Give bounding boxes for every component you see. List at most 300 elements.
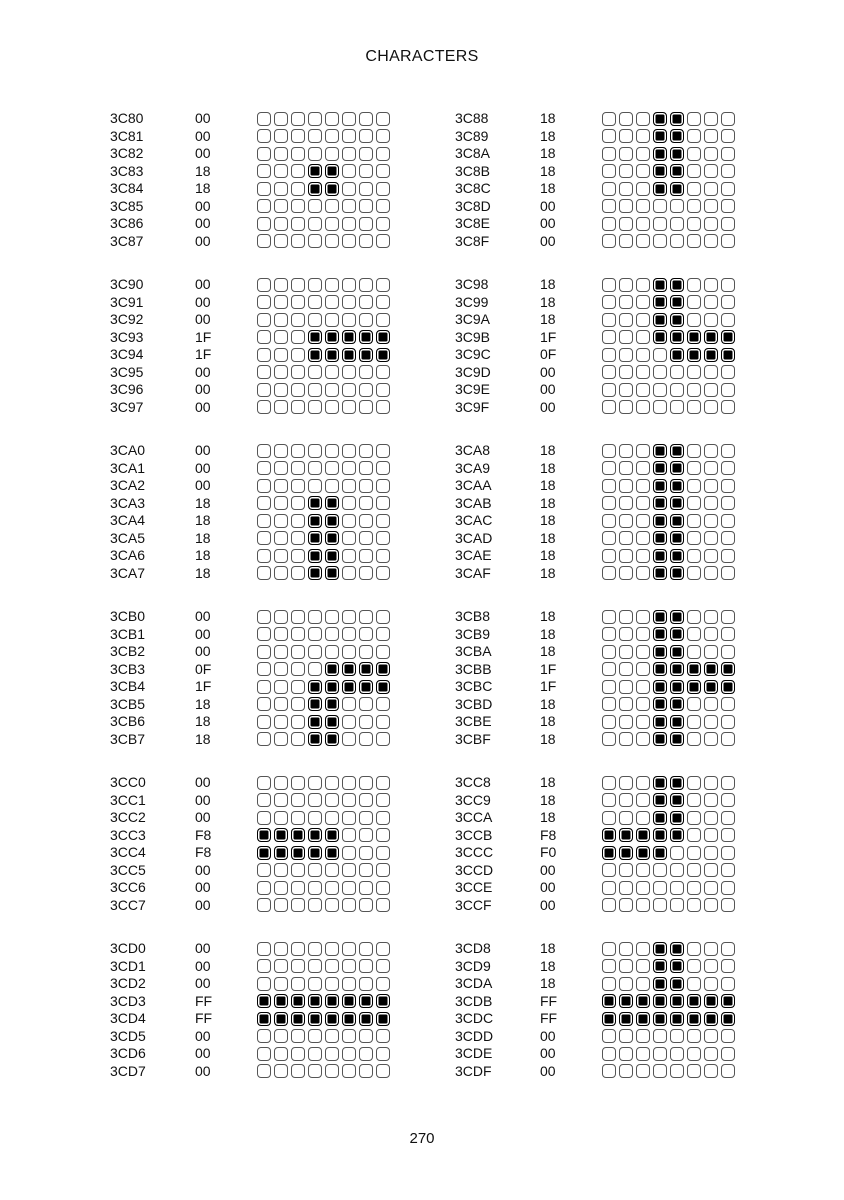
hex-value: 00: [195, 809, 211, 825]
hex-value: 00: [540, 197, 556, 214]
pixel-on: [636, 994, 650, 1008]
character-bitmap: [600, 442, 736, 582]
pixel-on: [308, 1012, 322, 1026]
hex-value: 00: [540, 215, 556, 231]
pixel-off: [636, 1029, 650, 1043]
pixel-off: [721, 147, 735, 161]
pixel-off: [704, 977, 718, 991]
address-label: 3C82: [110, 145, 144, 161]
pixel-off: [308, 645, 322, 659]
pixel-off: [704, 610, 718, 624]
pixel-off: [619, 549, 633, 563]
pixel-on: [653, 566, 667, 580]
pixel-off: [359, 182, 373, 196]
hex-value: 00: [540, 398, 556, 415]
pixel-on: [325, 496, 339, 510]
pixel-off: [636, 461, 650, 475]
pixel-off: [704, 881, 718, 895]
hex-value-column: [195, 774, 255, 914]
pixel-off: [602, 732, 616, 746]
pixel-off: [342, 1047, 356, 1061]
pixel-off: [619, 898, 633, 912]
pixel-off: [653, 348, 667, 362]
pixel-off: [619, 680, 633, 694]
pixel-off: [687, 217, 701, 231]
address-label: 3C90: [110, 276, 144, 292]
pixel-off: [704, 383, 718, 397]
pixel-off: [636, 898, 650, 912]
hex-value: 00: [195, 1062, 211, 1079]
pixel-off: [308, 383, 322, 397]
hex-value-column: [195, 940, 255, 1080]
pixel-off: [721, 129, 735, 143]
hex-value: 1F: [540, 328, 557, 345]
address-label: 3CC6: [110, 879, 146, 895]
pixel-off: [325, 881, 339, 895]
pixel-on: [653, 645, 667, 659]
hex-value: 18: [540, 162, 556, 179]
pixel-off: [687, 645, 701, 659]
pixel-off: [687, 549, 701, 563]
hex-value: 18: [540, 459, 556, 476]
character-bitmap: [255, 442, 391, 582]
pixel-off: [342, 697, 356, 711]
pixel-off: [342, 217, 356, 231]
address-label: 3CA5: [110, 529, 146, 546]
pixel-off: [274, 898, 288, 912]
pixel-on: [653, 994, 667, 1008]
pixel-off: [308, 461, 322, 475]
pixel-on: [704, 1012, 718, 1026]
address-column: [455, 608, 540, 748]
pixel-off: [721, 112, 735, 126]
pixel-off: [636, 514, 650, 528]
hex-value: 00: [195, 276, 211, 292]
pixel-off: [619, 863, 633, 877]
address-label: 3CCE: [455, 879, 493, 895]
pixel-off: [342, 278, 356, 292]
hex-value: FF: [540, 992, 558, 1009]
pixel-on: [325, 1012, 339, 1026]
pixel-off: [636, 278, 650, 292]
pixel-off: [274, 278, 288, 292]
pixel-on: [376, 330, 390, 344]
pixel-off: [359, 610, 373, 624]
address-label: 3CC8: [455, 774, 491, 790]
pixel-on: [670, 313, 684, 327]
hex-value: 18: [540, 127, 556, 144]
address-label: 3C9F: [455, 398, 490, 415]
pixel-off: [636, 313, 650, 327]
pixel-off: [670, 881, 684, 895]
pixel-on: [602, 846, 616, 860]
pixel-off: [342, 400, 356, 414]
pixel-off: [687, 234, 701, 248]
pixel-off: [257, 514, 271, 528]
pixel-off: [602, 400, 616, 414]
address-label: 3C84: [110, 180, 144, 196]
pixel-off: [602, 479, 616, 493]
pixel-off: [257, 680, 271, 694]
address-label: 3CB1: [110, 625, 146, 642]
pixel-on: [291, 1012, 305, 1026]
address-label: 3CDC: [455, 1010, 494, 1026]
pixel-off: [325, 942, 339, 956]
pixel-on: [291, 994, 305, 1008]
pixel-off: [325, 811, 339, 825]
pixel-on: [653, 977, 667, 991]
pixel-off: [376, 1064, 390, 1078]
pixel-off: [602, 164, 616, 178]
pixel-off: [636, 610, 650, 624]
pixel-off: [274, 959, 288, 973]
pixel-off: [257, 234, 271, 248]
hex-value: 00: [540, 1062, 556, 1079]
pixel-off: [359, 732, 373, 746]
pixel-off: [359, 365, 373, 379]
character-bitmap: [600, 608, 736, 748]
pixel-off: [687, 278, 701, 292]
pixel-off: [376, 627, 390, 641]
pixel-on: [687, 348, 701, 362]
character-block: [455, 110, 800, 276]
pixel-off: [687, 514, 701, 528]
pixel-off: [257, 295, 271, 309]
hex-value: FF: [195, 1010, 213, 1026]
pixel-off: [325, 793, 339, 807]
pixel-off: [308, 977, 322, 991]
pixel-off: [342, 732, 356, 746]
pixel-on: [704, 680, 718, 694]
pixel-off: [636, 531, 650, 545]
pixel-off: [291, 680, 305, 694]
pixel-on: [376, 994, 390, 1008]
pixel-on: [653, 627, 667, 641]
pixel-off: [636, 732, 650, 746]
pixel-off: [274, 776, 288, 790]
address-column: [110, 110, 195, 250]
pixel-on: [670, 959, 684, 973]
pixel-on: [670, 811, 684, 825]
pixel-off: [274, 942, 288, 956]
pixel-off: [291, 199, 305, 213]
pixel-on: [653, 793, 667, 807]
pixel-on: [653, 846, 667, 860]
pixel-off: [308, 1064, 322, 1078]
address-label: 3CDF: [455, 1062, 492, 1079]
pixel-on: [670, 662, 684, 676]
pixel-on: [670, 715, 684, 729]
pixel-off: [308, 959, 322, 973]
hex-value: 00: [195, 1045, 211, 1061]
pixel-off: [602, 793, 616, 807]
pixel-off: [257, 662, 271, 676]
hex-value: 0F: [540, 346, 557, 362]
pixel-off: [342, 164, 356, 178]
hex-value: 00: [195, 398, 211, 415]
pixel-off: [291, 234, 305, 248]
pixel-off: [359, 199, 373, 213]
pixel-off: [704, 147, 718, 161]
pixel-off: [274, 732, 288, 746]
hex-value-column: [540, 276, 600, 416]
pixel-off: [602, 645, 616, 659]
address-label: 3CD7: [110, 1062, 146, 1079]
address-label: 3CCF: [455, 896, 492, 913]
pixel-off: [636, 863, 650, 877]
pixel-off: [687, 295, 701, 309]
pixel-on: [325, 732, 339, 746]
pixel-off: [376, 234, 390, 248]
pixel-off: [376, 959, 390, 973]
pixel-off: [721, 496, 735, 510]
hex-value: 00: [195, 145, 211, 161]
pixel-off: [619, 1029, 633, 1043]
pixel-off: [325, 479, 339, 493]
pixel-on: [670, 942, 684, 956]
hex-value: 18: [540, 713, 556, 729]
pixel-on: [653, 610, 667, 624]
pixel-on: [670, 461, 684, 475]
pixel-off: [721, 234, 735, 248]
pixel-off: [619, 566, 633, 580]
pixel-off: [636, 959, 650, 973]
pixel-off: [619, 182, 633, 196]
pixel-off: [704, 514, 718, 528]
pixel-off: [721, 1047, 735, 1061]
character-bitmap: [255, 608, 391, 748]
pixel-on: [670, 549, 684, 563]
pixel-on: [619, 1012, 633, 1026]
pixel-off: [359, 697, 373, 711]
address-label: 3CC3: [110, 826, 146, 843]
address-label: 3CD6: [110, 1045, 146, 1061]
hex-value: 00: [195, 197, 211, 214]
hex-value-column: [195, 276, 255, 416]
pixel-off: [721, 479, 735, 493]
pixel-off: [376, 828, 390, 842]
page-number: 270: [409, 1130, 435, 1147]
pixel-off: [291, 479, 305, 493]
pixel-off: [291, 496, 305, 510]
address-label: 3C85: [110, 197, 144, 214]
pixel-off: [670, 400, 684, 414]
pixel-off: [274, 1047, 288, 1061]
pixel-on: [308, 514, 322, 528]
pixel-off: [342, 182, 356, 196]
address-label: 3C83: [110, 162, 144, 179]
pixel-off: [291, 182, 305, 196]
pixel-off: [376, 1029, 390, 1043]
hex-value: 1F: [195, 328, 212, 345]
hex-value: F8: [195, 826, 212, 843]
pixel-off: [636, 811, 650, 825]
pixel-on: [653, 164, 667, 178]
pixel-on: [359, 994, 373, 1008]
pixel-off: [704, 863, 718, 877]
pixel-off: [619, 514, 633, 528]
address-label: 3CB5: [110, 695, 146, 712]
pixel-off: [291, 645, 305, 659]
pixel-off: [257, 199, 271, 213]
pixel-on: [376, 662, 390, 676]
pixel-on: [308, 732, 322, 746]
pixel-off: [257, 627, 271, 641]
pixel-on: [376, 680, 390, 694]
pixel-off: [274, 295, 288, 309]
pixel-off: [274, 531, 288, 545]
pixel-off: [636, 295, 650, 309]
address-label: 3CAF: [455, 564, 491, 581]
pixel-off: [342, 898, 356, 912]
pixel-on: [687, 662, 701, 676]
pixel-off: [721, 898, 735, 912]
pixel-on: [721, 330, 735, 344]
pixel-on: [653, 112, 667, 126]
pixel-on: [653, 811, 667, 825]
pixel-off: [602, 697, 616, 711]
address-label: 3CD0: [110, 940, 146, 956]
pixel-off: [342, 479, 356, 493]
address-column: [110, 608, 195, 748]
hex-value: 18: [195, 713, 211, 729]
pixel-off: [619, 400, 633, 414]
pixel-off: [376, 898, 390, 912]
pixel-off: [359, 1064, 373, 1078]
hex-value: 00: [195, 625, 211, 642]
pixel-off: [636, 793, 650, 807]
pixel-off: [687, 147, 701, 161]
pixel-off: [636, 400, 650, 414]
pixel-off: [602, 217, 616, 231]
pixel-off: [291, 811, 305, 825]
address-label: 3CB6: [110, 713, 146, 729]
address-label: 3CD9: [455, 957, 491, 974]
hex-value: 00: [195, 363, 211, 380]
pixel-on: [653, 959, 667, 973]
pixel-off: [257, 1047, 271, 1061]
pixel-on: [636, 846, 650, 860]
pixel-off: [274, 383, 288, 397]
address-label: 3C96: [110, 381, 144, 397]
address-label: 3CC9: [455, 791, 491, 808]
pixel-off: [342, 715, 356, 729]
character-bitmap: [255, 276, 391, 416]
character-bitmap: [600, 774, 736, 914]
address-label: 3C95: [110, 363, 144, 380]
character-bitmap: [255, 110, 391, 250]
pixel-off: [359, 234, 373, 248]
pixel-off: [257, 217, 271, 231]
address-column: [110, 442, 195, 582]
pixel-off: [308, 234, 322, 248]
pixel-on: [359, 330, 373, 344]
pixel-off: [274, 199, 288, 213]
pixel-off: [602, 365, 616, 379]
pixel-off: [274, 610, 288, 624]
pixel-on: [670, 182, 684, 196]
pixel-off: [359, 1047, 373, 1061]
address-label: 3CCC: [455, 844, 494, 860]
hex-value: 00: [195, 442, 211, 458]
address-column: [455, 110, 540, 250]
pixel-off: [274, 977, 288, 991]
hex-value: 00: [540, 1045, 556, 1061]
address-label: 3C99: [455, 293, 489, 310]
pixel-off: [704, 479, 718, 493]
pixel-on: [653, 444, 667, 458]
pixel-off: [636, 881, 650, 895]
hex-value: 1F: [540, 660, 557, 677]
pixel-off: [636, 977, 650, 991]
address-column: [110, 276, 195, 416]
address-label: 3CDD: [455, 1027, 494, 1044]
hex-value: 18: [540, 940, 556, 956]
pixel-on: [653, 776, 667, 790]
pixel-on: [308, 330, 322, 344]
character-block: [455, 442, 800, 608]
pixel-on: [359, 662, 373, 676]
pixel-off: [257, 313, 271, 327]
pixel-on: [602, 828, 616, 842]
pixel-off: [342, 645, 356, 659]
pixel-off: [636, 348, 650, 362]
pixel-on: [670, 295, 684, 309]
pixel-on: [359, 1012, 373, 1026]
pixel-off: [291, 531, 305, 545]
pixel-off: [359, 776, 373, 790]
pixel-off: [376, 697, 390, 711]
pixel-off: [342, 566, 356, 580]
pixel-off: [619, 531, 633, 545]
pixel-off: [342, 313, 356, 327]
pixel-off: [325, 898, 339, 912]
hex-value: 18: [540, 311, 556, 327]
pixel-off: [274, 627, 288, 641]
pixel-on: [636, 1012, 650, 1026]
character-block: [455, 940, 800, 1106]
pixel-off: [704, 164, 718, 178]
pixel-off: [670, 846, 684, 860]
pixel-off: [291, 1064, 305, 1078]
pixel-off: [342, 147, 356, 161]
pixel-on: [325, 680, 339, 694]
pixel-off: [619, 627, 633, 641]
character-bitmap: [600, 940, 736, 1080]
pixel-on: [721, 680, 735, 694]
pixel-on: [257, 846, 271, 860]
address-label: 3CD8: [455, 940, 491, 956]
pixel-off: [257, 531, 271, 545]
pixel-off: [687, 461, 701, 475]
pixel-off: [704, 531, 718, 545]
pixel-on: [653, 147, 667, 161]
hex-value: 18: [540, 494, 556, 511]
pixel-off: [359, 514, 373, 528]
pixel-off: [342, 863, 356, 877]
pixel-off: [274, 234, 288, 248]
pixel-off: [359, 461, 373, 475]
pixel-off: [359, 811, 373, 825]
pixel-on: [308, 164, 322, 178]
address-label: 3CCD: [455, 861, 494, 878]
hex-value: 00: [540, 879, 556, 895]
pixel-off: [636, 234, 650, 248]
pixel-on: [653, 549, 667, 563]
pixel-off: [308, 776, 322, 790]
pixel-off: [602, 330, 616, 344]
pixel-on: [704, 348, 718, 362]
